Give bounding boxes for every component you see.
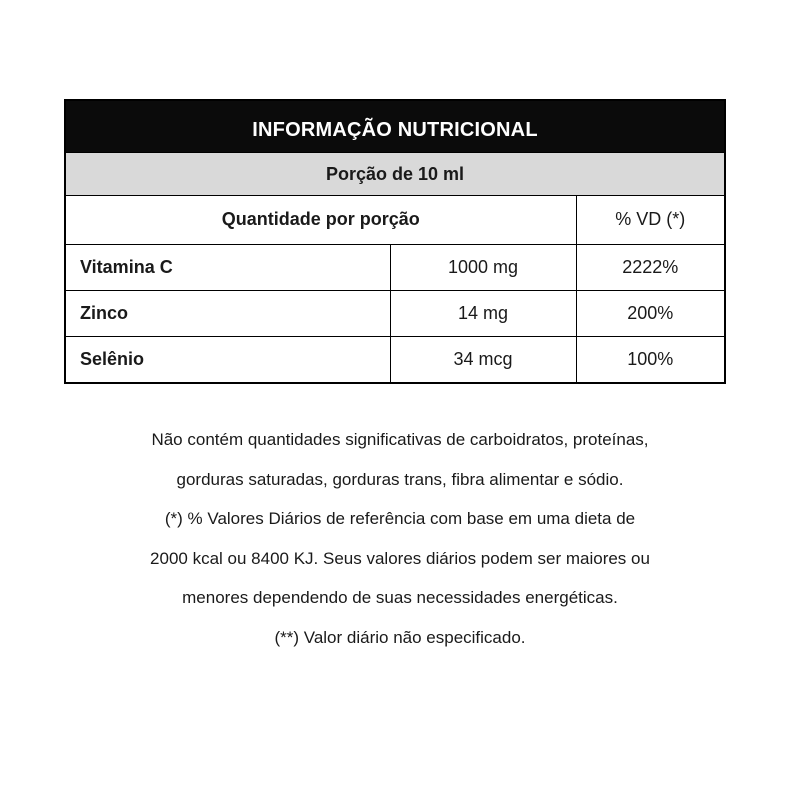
footnote-line: menores dependendo de suas necessidades energéticas. xyxy=(182,588,618,607)
nutrient-name: Vitamina C xyxy=(66,244,390,290)
footnote-line: (*) % Valores Diários de referência com base em uma dieta de xyxy=(164,509,636,528)
nutrient-table xyxy=(66,196,724,382)
nutrition-facts-table xyxy=(64,99,726,384)
vd-header: % VD (*) xyxy=(576,196,724,244)
footnote-line: (**) Valor diário não especificado. xyxy=(274,627,526,647)
table-row xyxy=(66,244,724,290)
nutrient-vd: 2222% xyxy=(576,244,724,290)
nutrient-amount: 14 mg xyxy=(390,290,576,336)
nutrition-title: INFORMAÇÃO NUTRICIONAL xyxy=(66,101,724,152)
nutrient-name: Selênio xyxy=(80,348,145,369)
footnote-line: 2000 kcal ou 8400 KJ. Seus valores diários podem ser maiores ou xyxy=(150,548,650,568)
table-row xyxy=(66,290,724,336)
footnote-line: gorduras saturadas, gorduras trans, fibra alimentar e sódio. xyxy=(176,469,624,489)
footnotes xyxy=(40,420,760,657)
serving-size: Porção de 10 ml xyxy=(66,152,724,196)
nutrient-amount: 34 mcg xyxy=(390,336,576,382)
nutrient-name: Zinco xyxy=(66,290,390,336)
table-row xyxy=(66,336,724,382)
quantity-header: Quantidade por porção xyxy=(66,196,576,244)
nutrient-vd: 200% xyxy=(576,290,724,336)
nutrient-vd: 100% xyxy=(576,336,724,382)
table-header-row xyxy=(66,196,724,244)
nutrient-amount: 1000 mg xyxy=(390,244,576,290)
footnote-line: Não contém quantidades significativas de carboidratos, proteínas, xyxy=(151,430,649,449)
